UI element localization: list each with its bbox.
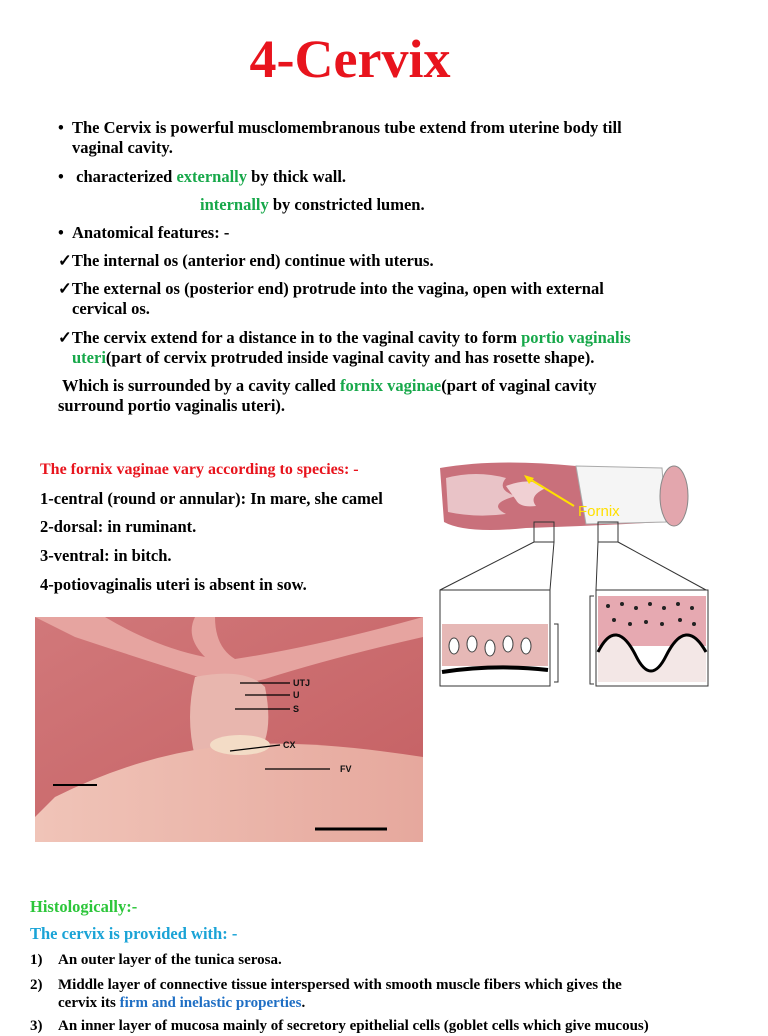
- callout-line: [550, 542, 554, 590]
- fornix-desc: (part of vaginal cavity: [441, 376, 597, 395]
- internally-line: [200, 195, 425, 215]
- species-heading: The fornix vaginae vary according to species: -: [40, 461, 359, 478]
- cervix-ring: [210, 735, 270, 755]
- item-text-period: .: [301, 995, 306, 1011]
- internally-term: internally: [200, 195, 269, 214]
- firm-inelastic-term: firm and inelastic properties: [119, 995, 302, 1011]
- feature-fornix: [62, 376, 597, 396]
- fornix-text: Which is surrounded by a cavity called: [62, 376, 336, 395]
- feature-text: The external os (posterior end) protrude into the vagina, open with external: [71, 279, 604, 298]
- feature-portio: [58, 328, 631, 348]
- feature-text: The cervix extend for a distance in to the vaginal cavity to form: [71, 328, 517, 347]
- feature-internal-os: [58, 251, 434, 271]
- definition-text: The Cervix is powerful musclomembranous tube extend from uterine body till: [72, 118, 622, 137]
- internally-desc: by constricted lumen.: [272, 195, 425, 214]
- anatomical-heading: Anatomical features: -: [72, 223, 230, 242]
- characterized-text: characterized: [76, 167, 173, 186]
- bracket: [590, 596, 594, 684]
- callout-line: [596, 542, 598, 590]
- portio-desc: (part of cervix protruded inside vaginal cavity and has rosette shape).: [105, 348, 595, 367]
- label-utj: UTJ: [293, 678, 311, 688]
- bullet-definition: [58, 118, 622, 138]
- callout-line: [440, 542, 534, 590]
- item-text-cont: cervix its: [58, 995, 116, 1011]
- item-text: An outer layer of the tunica serosa.: [58, 952, 282, 968]
- definition-text-cont: vaginal cavity.: [72, 138, 173, 157]
- check-icon: ✓: [58, 251, 72, 270]
- fornix-diagram-svg: [436, 456, 712, 692]
- histology-item-2-cont: [58, 993, 305, 1013]
- externally-term: externally: [176, 167, 248, 186]
- fornix-term: fornix vaginae: [339, 376, 442, 395]
- bullet-characterized: [58, 167, 346, 187]
- label-u: U: [293, 690, 300, 700]
- label-fv: FV: [340, 764, 352, 774]
- feature-text-cont: cervical os.: [72, 299, 150, 318]
- histology-subheading: The cervix is provided with: -: [30, 924, 238, 943]
- bullet-anatomical: [58, 223, 229, 243]
- histology-item-2: [30, 975, 622, 995]
- label-cx: CX: [283, 740, 296, 750]
- feature-external-os: [58, 279, 604, 299]
- fornix-desc-cont: surround portio vaginalis uteri).: [58, 396, 286, 415]
- bracket: [554, 624, 558, 682]
- species-item-mare: 1-central (round or annular): In mare, she camel: [40, 489, 383, 508]
- item-number: 1): [30, 952, 43, 968]
- tube-opening: [660, 466, 688, 526]
- histology-item-3: [30, 1016, 730, 1036]
- label-s: S: [293, 704, 300, 714]
- photo-svg: [35, 617, 423, 842]
- item-text: Middle layer of connective tissue interspersed with smooth muscle fibers which gives the: [58, 977, 622, 993]
- fornix-diagram: [436, 456, 712, 692]
- callout-line: [618, 542, 706, 590]
- reproductive-tract-photo: [35, 617, 423, 842]
- fornix-label: Fornix: [578, 503, 620, 520]
- item-text: An inner layer of mucosa mainly of secretory epithelial cells (goblet cells which give mucous): [58, 1018, 649, 1034]
- portio-term: portio vaginalis: [521, 328, 631, 347]
- item-number: 2): [30, 977, 43, 993]
- item-number: 3): [30, 1018, 43, 1034]
- bullet-icon: •: [58, 167, 64, 186]
- feature-text: The internal os (anterior end) continue with uterus.: [71, 251, 434, 270]
- species-item-bitch: 3-ventral: in bitch.: [40, 546, 172, 565]
- bullet-icon: •: [58, 118, 64, 137]
- portio-term-cont: uteri: [72, 348, 106, 367]
- histology-item-1: [30, 950, 282, 970]
- check-icon: ✓: [58, 328, 72, 347]
- check-icon: ✓: [58, 279, 72, 298]
- species-item-sow: 4-potiovaginalis uteri is absent in sow.: [40, 575, 307, 594]
- page-title: 4-Cervix: [249, 29, 451, 89]
- feature-portio-cont: [72, 348, 594, 368]
- externally-desc: by thick wall.: [251, 167, 347, 186]
- bullet-icon: •: [58, 223, 64, 242]
- species-item-ruminant: 2-dorsal: in ruminant.: [40, 517, 197, 536]
- histology-heading: Histologically:-: [30, 897, 138, 916]
